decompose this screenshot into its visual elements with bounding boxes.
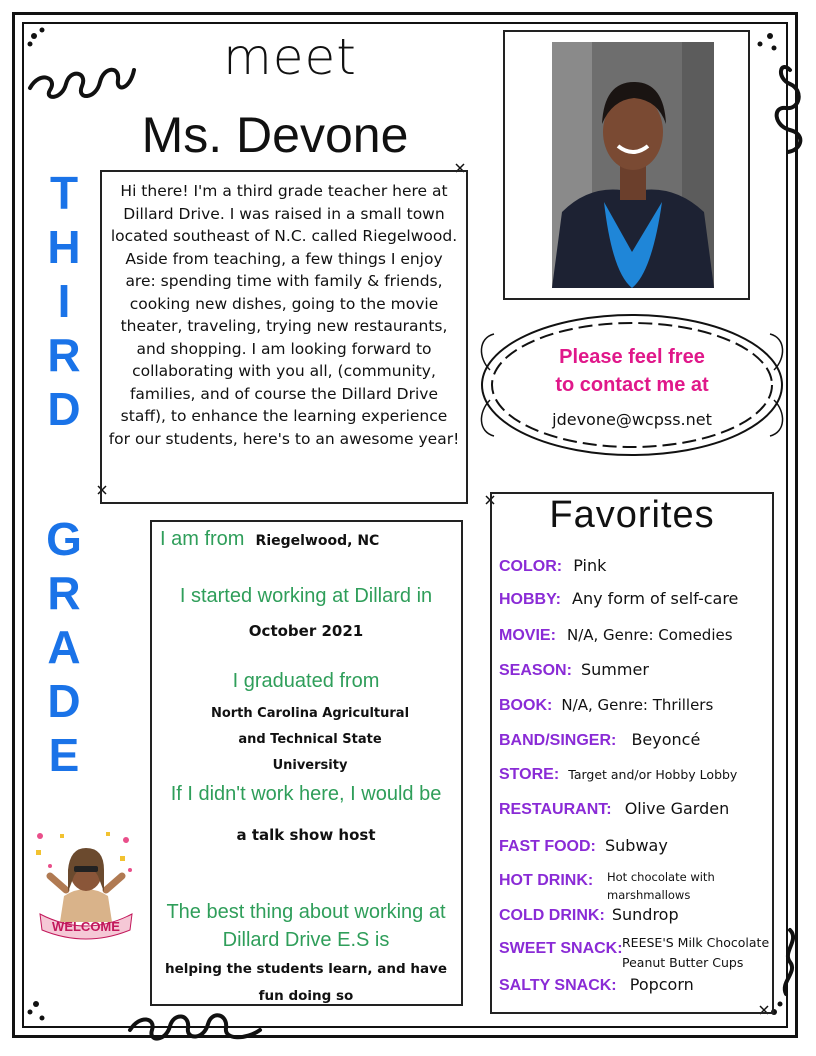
- letter: D: [47, 383, 81, 435]
- favorite-value: Subway: [604, 836, 668, 855]
- favorite-value: Olive Garden: [624, 799, 730, 818]
- favorite-value: Target and/or Hobby Lobby: [568, 767, 738, 782]
- letter: H: [47, 221, 81, 273]
- started-value: October 2021: [248, 622, 364, 640]
- favorite-label: SEASON:: [499, 662, 572, 679]
- favorite-value: Hot chocolate with marshmallows: [607, 870, 715, 902]
- favorite-value: N/A, Genre: Comedies: [566, 626, 733, 644]
- favorite-label: BOOK:: [499, 697, 553, 714]
- letter: I: [57, 275, 71, 327]
- favorite-label: FAST FOOD:: [499, 838, 596, 855]
- contact-heading: [512, 343, 752, 399]
- favorite-item: [499, 695, 713, 715]
- letter: D: [47, 675, 81, 727]
- favorite-value: Pink: [573, 556, 607, 575]
- favorite-value: REESE'S Milk Chocolate Peanut Butter Cups: [622, 935, 770, 970]
- letter: R: [47, 329, 81, 381]
- favorite-label: SALTY SNACK:: [499, 977, 617, 994]
- letter: T: [49, 167, 79, 219]
- favorite-item: [499, 905, 679, 925]
- teacher-name: Ms. Devone: [141, 107, 409, 163]
- best-thing-label-line: The best thing about working at: [166, 901, 446, 923]
- letter: A: [47, 621, 81, 673]
- graduated-value: [152, 701, 468, 779]
- favorite-label: RESTAURANT:: [499, 801, 612, 818]
- favorite-label: SWEET SNACK:: [499, 940, 623, 957]
- favorite-item: [499, 556, 606, 576]
- letter: G: [46, 513, 82, 565]
- started-label: I started working at Dillard in: [179, 585, 433, 607]
- favorite-item: [499, 799, 729, 819]
- favorite-item: [499, 589, 738, 609]
- contact-heading-line2: to contact me at: [555, 374, 709, 396]
- graduated-line: North Carolina Agricultural: [210, 706, 410, 721]
- favorite-item: [499, 975, 694, 995]
- vertical-word-grade: [38, 512, 90, 782]
- graduated-line: and Technical State: [238, 732, 382, 747]
- favorite-label: HOT DRINK:: [499, 872, 594, 889]
- favorite-label: MOVIE:: [499, 627, 556, 644]
- bio-text: Hi there! I'm a third grade teacher here at Dillard Drive. I was raised in a small town located southeast of N.C. called Riegelwood. Aside from teaching, a few things I enjoy are: spending time with family & friends, cooking new dishes, going to the movie theater, traveling, trying new restaurants, and shopping. I am looking forward to collaborating with you all, (community, families, and of course the Dillard Drive staff), to enhance the learning experience for our students, here's to an awesome year!: [108, 182, 460, 448]
- favorite-item: [499, 730, 700, 750]
- favorite-label: COLOR:: [499, 558, 563, 575]
- favorite-value: Sundrop: [611, 905, 679, 924]
- favorite-item: [499, 938, 623, 958]
- contact-email[interactable]: jdevone@wcpss.net: [552, 410, 712, 429]
- best-thing-value: [152, 956, 460, 1010]
- from-label: I am from: [160, 528, 245, 550]
- from-row: [160, 528, 460, 551]
- favorite-item: [499, 764, 737, 784]
- graduated-line: University: [272, 758, 348, 773]
- letter: R: [47, 567, 81, 619]
- from-value: Riegelwood, NC: [255, 533, 380, 549]
- meet-heading: meet: [223, 28, 357, 86]
- best-thing-value-line: helping the students learn, and have: [164, 961, 448, 977]
- favorite-label: BAND/SINGER:: [499, 732, 617, 749]
- favorite-item: [499, 836, 668, 856]
- favorite-item: [499, 870, 609, 890]
- best-thing-label: [150, 898, 462, 954]
- letter: E: [48, 729, 80, 781]
- favorite-label: HOBBY:: [499, 591, 561, 608]
- favorite-value: Beyoncé: [631, 730, 701, 749]
- alt-career-value: a talk show host: [236, 826, 376, 844]
- welcome-bitmoji: [30, 826, 142, 944]
- vertical-word-third: [38, 166, 90, 436]
- favorite-item: [499, 625, 733, 645]
- best-thing-label-line: Dillard Drive E.S is: [222, 929, 390, 951]
- best-thing-value-line: fun doing so: [258, 988, 354, 1004]
- teacher-photo: [552, 42, 714, 288]
- favorite-item: [499, 660, 649, 680]
- favorite-value: Popcorn: [629, 975, 694, 994]
- graduated-label: I graduated from: [232, 670, 380, 692]
- favorites-title: Favorites: [549, 494, 715, 536]
- welcome-text: WELCOME: [52, 919, 120, 934]
- favorite-label: STORE:: [499, 766, 560, 783]
- alt-career-label: If I didn't work here, I would be: [170, 783, 442, 805]
- favorite-value: Summer: [581, 660, 649, 679]
- favorite-value: N/A, Genre: Thrillers: [561, 696, 714, 714]
- contact-heading-line1: Please feel free: [559, 346, 705, 368]
- favorite-label: COLD DRINK:: [499, 907, 605, 924]
- favorite-value: Any form of self-care: [572, 589, 739, 608]
